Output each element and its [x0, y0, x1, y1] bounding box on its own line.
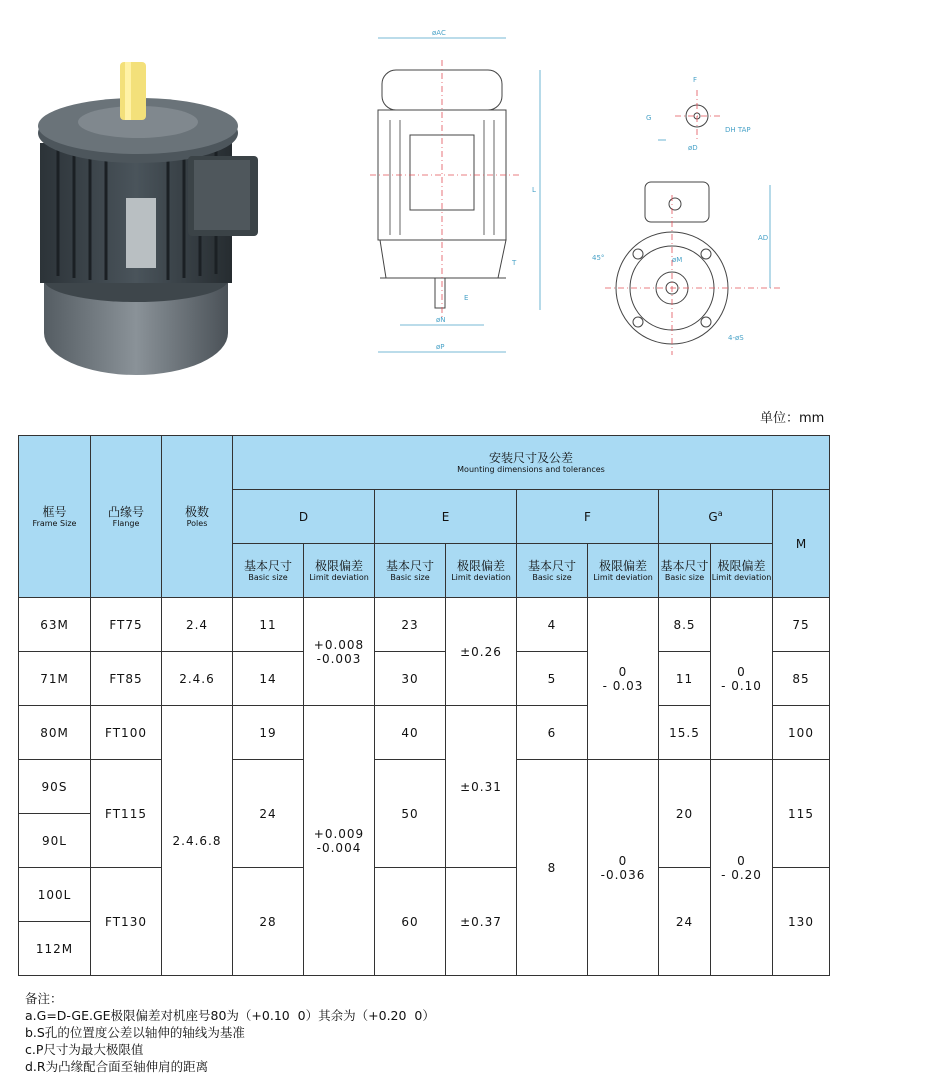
- header-d-limit: 极限偏差 Limit deviation: [304, 544, 375, 598]
- label-p: øP: [436, 343, 445, 351]
- cell-e-limit: ±0.26: [446, 598, 517, 706]
- note-c: c.P尺寸为最大极限值: [25, 1042, 144, 1057]
- header-g-basic: 基本尺寸 Basic size: [659, 544, 711, 598]
- cell-g-limit: 0 - 0.20: [711, 760, 773, 976]
- cell-g-basic: 8.5: [659, 598, 711, 652]
- cell-e-basic: 60: [375, 868, 446, 976]
- header-g: $G^a$: [659, 490, 773, 544]
- cell-f-basic: 5: [517, 652, 588, 706]
- header-m: M: [773, 490, 830, 598]
- header-flange: 凸缘号 Flange: [91, 436, 162, 598]
- dimension-table: [18, 435, 830, 976]
- cell-frame: 90L: [19, 814, 91, 868]
- cell-flange: FT115: [91, 760, 162, 868]
- cell-f-basic: 8: [517, 760, 588, 976]
- header-d-basic: 基本尺寸 Basic size: [233, 544, 304, 598]
- cell-g-basic: 24: [659, 868, 711, 976]
- label-m: øM: [672, 256, 683, 264]
- cell-poles: 2.4.6: [162, 652, 233, 706]
- header-e: E: [375, 490, 517, 544]
- cell-frame: 90S: [19, 760, 91, 814]
- cell-g-basic: 20: [659, 760, 711, 868]
- header-d: D: [233, 490, 375, 544]
- cell-g-basic: 15.5: [659, 706, 711, 760]
- cell-d-basic: 28: [233, 868, 304, 976]
- header-f-limit: 极限偏差 Limit deviation: [588, 544, 659, 598]
- unit-label: 单位：mm: [760, 411, 825, 426]
- header-f-basic: 基本尺寸 Basic size: [517, 544, 588, 598]
- cell-m: 100: [773, 706, 830, 760]
- cell-d-basic: 19: [233, 706, 304, 760]
- label-ad: AD: [758, 234, 769, 242]
- cell-poles: 2.4.6.8: [162, 706, 233, 976]
- cell-d-basic: 24: [233, 760, 304, 868]
- cell-m: 75: [773, 598, 830, 652]
- cell-poles: 2.4: [162, 598, 233, 652]
- cell-g-basic: 11: [659, 652, 711, 706]
- header-poles: 极数 Poles: [162, 436, 233, 598]
- header-g-limit: 极限偏差 Limit deviation: [711, 544, 773, 598]
- label-t: T: [512, 259, 517, 267]
- cell-e-limit: ±0.37: [446, 868, 517, 976]
- motor-photo: [28, 48, 276, 378]
- note-b: b.S孔的位置度公差以轴伸的轴线为基准: [25, 1025, 245, 1040]
- cell-frame: 80M: [19, 706, 91, 760]
- cell-frame: 63M: [19, 598, 91, 652]
- cell-frame: 100L: [19, 868, 91, 922]
- label-4s: 4-øS: [728, 334, 744, 342]
- label-g: G: [646, 114, 652, 122]
- cell-e-basic: 40: [375, 706, 446, 760]
- cell-m: 130: [773, 868, 830, 976]
- header-e-limit: 极限偏差 Limit deviation: [446, 544, 517, 598]
- label-l: L: [532, 186, 536, 194]
- cell-f-basic: 6: [517, 706, 588, 760]
- cell-d-limit: +0.008 -0.003: [304, 598, 375, 706]
- cell-d-basic: 11: [233, 598, 304, 652]
- cell-frame: 71M: [19, 652, 91, 706]
- header-frame: 框号 Frame Size: [19, 436, 91, 598]
- label-45: 45°: [592, 254, 605, 262]
- note-d: d.R为凸缘配合面至轴伸肩的距离: [25, 1059, 209, 1074]
- cell-d-limit: +0.009 -0.004: [304, 706, 375, 976]
- cell-flange: FT85: [91, 652, 162, 706]
- cell-flange: FT75: [91, 598, 162, 652]
- cell-m: 85: [773, 652, 830, 706]
- label-ac: øAC: [432, 29, 446, 37]
- cell-g-limit: 0 - 0.10: [711, 598, 773, 760]
- label-e: E: [464, 294, 469, 302]
- cell-flange: FT100: [91, 706, 162, 760]
- cell-e-basic: 30: [375, 652, 446, 706]
- notes: [25, 990, 435, 1075]
- label-d: øD: [688, 144, 698, 152]
- dimension-drawing: [360, 20, 780, 360]
- cell-f-limit: 0 - 0.03: [588, 598, 659, 760]
- label-f: F: [693, 76, 698, 84]
- cell-f-limit: 0 -0.036: [588, 760, 659, 976]
- label-n: øN: [436, 316, 446, 324]
- cell-e-basic: 50: [375, 760, 446, 868]
- label-dh: DH TAP: [725, 126, 751, 134]
- cell-e-basic: 23: [375, 598, 446, 652]
- cell-e-limit: ±0.31: [446, 706, 517, 868]
- header-group: 安装尺寸及公差 Mounting dimensions and tolerances: [233, 436, 830, 490]
- cell-flange: FT130: [91, 868, 162, 976]
- header-f: F: [517, 490, 659, 544]
- note-a: a.G=D-GE.GE极限偏差对机座号80为（+0.10 0）其余为（+0.20 0）: [25, 1008, 435, 1023]
- cell-m: 115: [773, 760, 830, 868]
- notes-title: 备注：: [25, 991, 63, 1006]
- header-e-basic: 基本尺寸 Basic size: [375, 544, 446, 598]
- cell-f-basic: 4: [517, 598, 588, 652]
- cell-frame: 112M: [19, 922, 91, 976]
- cell-d-basic: 14: [233, 652, 304, 706]
